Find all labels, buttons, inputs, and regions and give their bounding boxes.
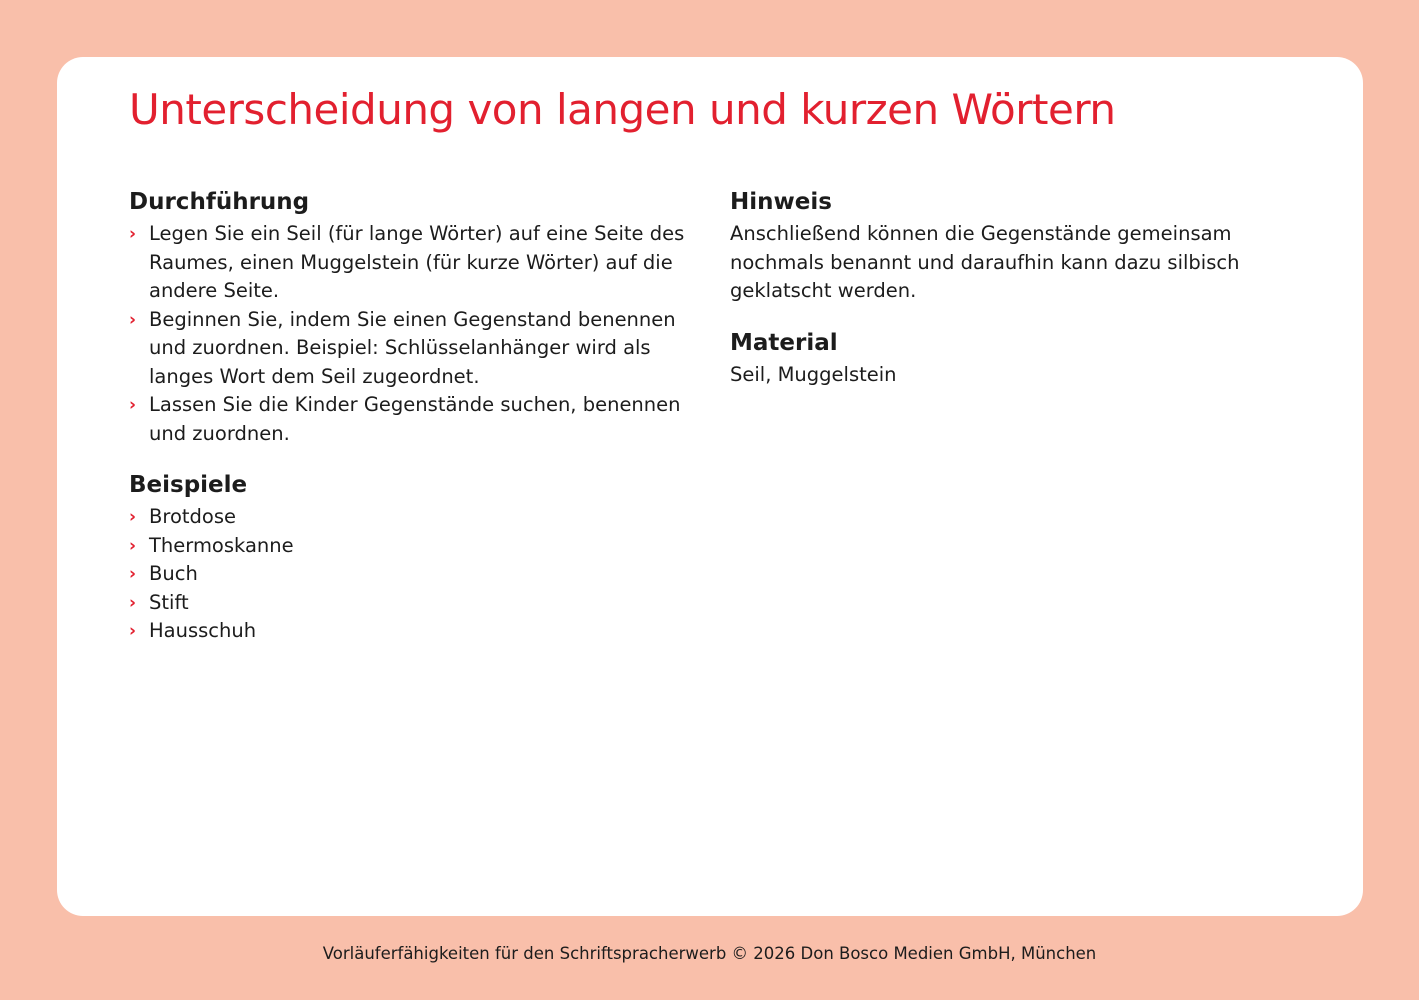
list-item-text: Thermoskanne	[149, 533, 294, 557]
list-item-text: Stift	[149, 590, 189, 614]
left-column	[129, 187, 689, 668]
section-heading: Material	[730, 329, 838, 356]
content-card	[57, 57, 1363, 916]
list-item-text: Legen Sie ein Seil (für lange Wörter) auf eine Seite des Raumes, einen Muggelstein (für kurze Wörter) auf die andere Seite.	[149, 222, 685, 302]
section-beispiele	[129, 470, 689, 646]
material-text: Seil, Muggelstein	[730, 362, 897, 386]
footer-copyright: Vorläuferfähigkeiten für den Schriftspracherwerb © 2026 Don Bosco Medien GmbH, München	[322, 944, 1097, 963]
chevron-right-icon: ›	[129, 309, 137, 330]
chevron-right-icon: ›	[129, 535, 137, 556]
list-item	[129, 306, 689, 392]
list-item	[129, 560, 689, 589]
section-durchfuehrung	[129, 187, 689, 448]
section-heading: Durchführung	[129, 189, 310, 215]
page-title: Unterscheidung von langen und kurzen Wörtern	[129, 85, 1116, 134]
chevron-right-icon: ›	[129, 507, 137, 527]
section-hinweis	[730, 187, 1290, 306]
chevron-right-icon: ›	[129, 395, 137, 415]
list-item-text: Lassen Sie die Kinder Gegenstände suchen, benennen und zuordnen.	[149, 393, 681, 445]
section-material	[730, 328, 1290, 390]
list-item-text: Hausschuh	[149, 619, 257, 642]
list-item-text: Buch	[149, 562, 198, 585]
durchfuehrung-list	[129, 220, 689, 448]
beispiele-list	[129, 503, 689, 646]
list-item-text: Beginnen Sie, indem Sie einen Gegenstand benennen und zuordnen. Beispiel: Schlüsselanhänger wird als langes Wort dem Seil zugeordnet.	[149, 307, 676, 388]
list-item	[129, 589, 689, 618]
list-item	[129, 617, 689, 646]
chevron-right-icon: ›	[129, 564, 137, 584]
section-heading: Hinweis	[730, 189, 832, 215]
list-item	[129, 503, 689, 532]
chevron-right-icon: ›	[129, 621, 137, 641]
section-heading: Beispiele	[129, 472, 248, 498]
chevron-right-icon: ›	[129, 224, 137, 244]
chevron-right-icon: ›	[129, 592, 137, 613]
right-column	[730, 187, 1290, 411]
list-item-text: Brotdose	[149, 505, 237, 528]
list-item	[129, 220, 689, 306]
hinweis-text: Anschließend können die Gegenstände gemeinsam nochmals benannt und daraufhin kann dazu silbisch geklatscht werden.	[730, 222, 1240, 302]
list-item	[129, 532, 689, 561]
list-item	[129, 391, 689, 448]
